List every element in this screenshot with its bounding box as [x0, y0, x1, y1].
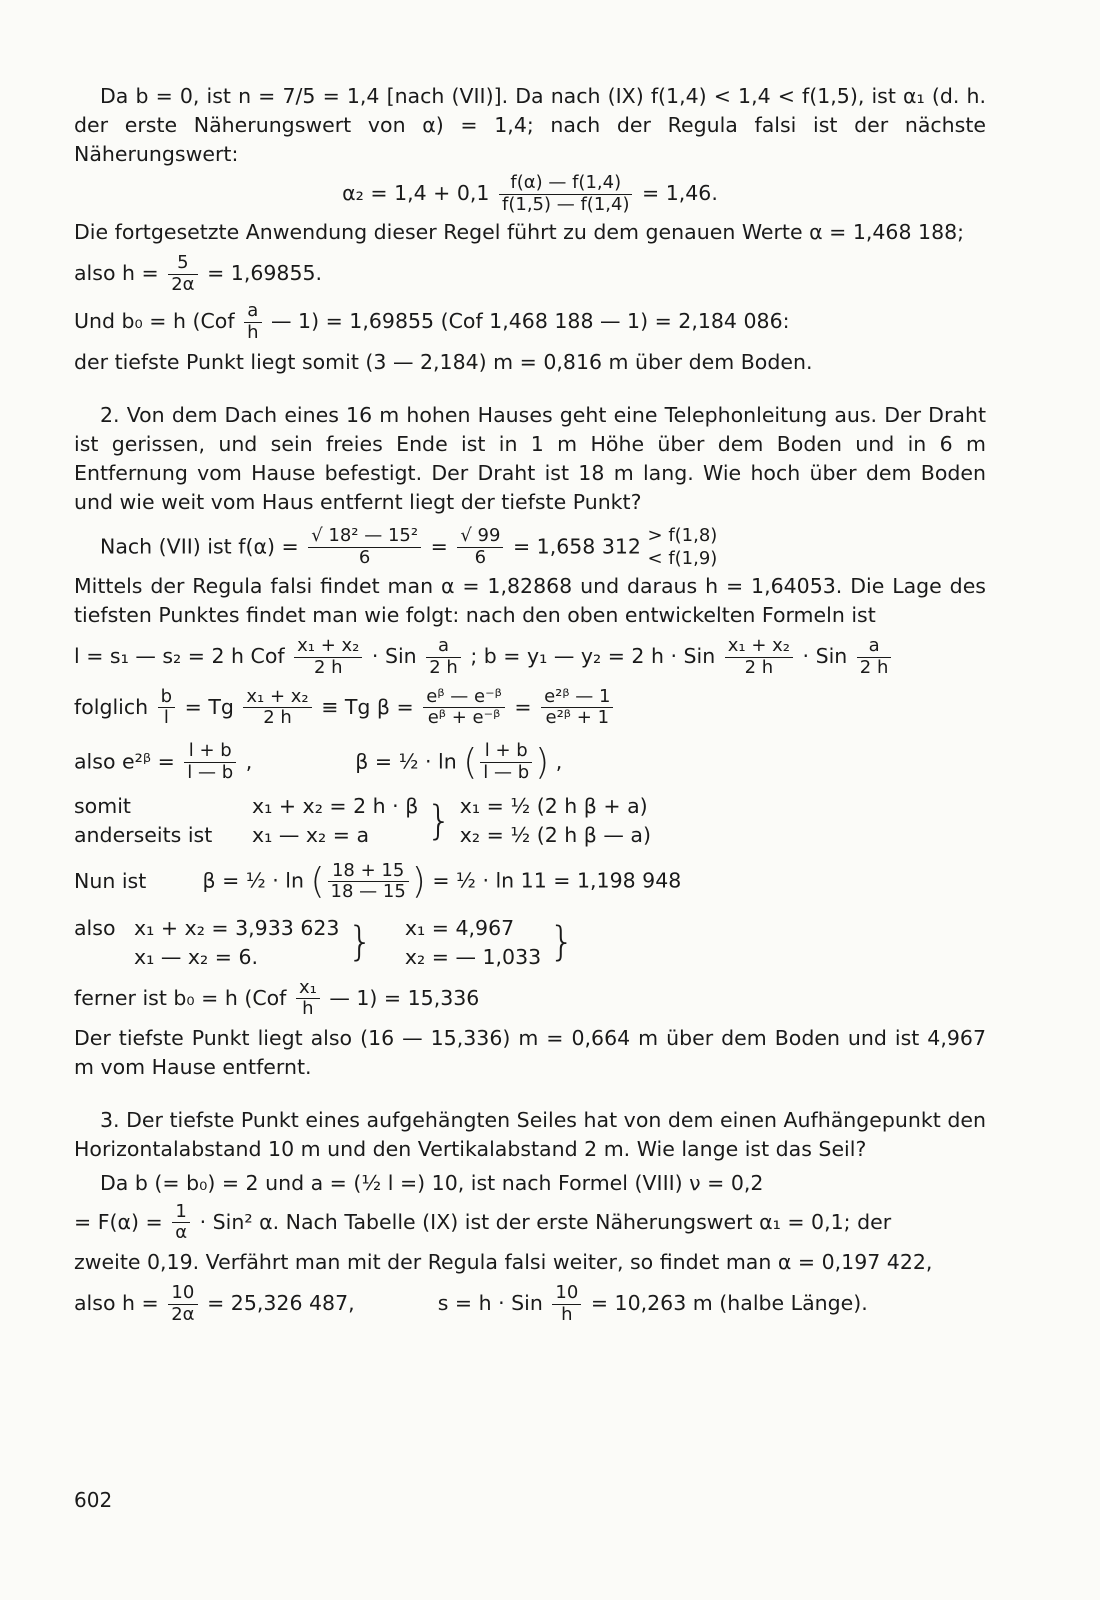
l-eq-fraction-2 [426, 636, 461, 678]
formula-also-beta: also e²ᵝ = $\frac{l + b}{l — b}$ , β = ½ · ln ( $\frac{l + b}{l — b}$ ) , [74, 740, 563, 784]
fraction-numerator: 1 [172, 1202, 190, 1224]
formula-f-left: Nach (VII) ist f(α) = [100, 534, 299, 559]
fraction-numerator: 18 + 15 [328, 861, 409, 883]
p3-h-left: also h = [74, 1291, 159, 1316]
fraction-denominator: 2 h [429, 657, 458, 679]
formula-f-bounds [648, 525, 718, 570]
somit-label: somit [74, 794, 131, 819]
fraction-numerator: √ 99 [457, 526, 503, 548]
fraction-denominator: α [175, 1222, 188, 1244]
line2-left: = F(α) = [74, 1209, 163, 1234]
formula-l-b [74, 636, 986, 678]
fraction-denominator: 2 h [263, 707, 292, 729]
bound-upper: > f(1,8) [647, 525, 718, 547]
p3-s-right: = 10,263 m (halbe Länge). [590, 1291, 868, 1316]
fraction-numerator: b [158, 687, 175, 709]
formula-h [74, 253, 986, 295]
fraction-denominator: eᵝ + e⁻ᵝ [427, 707, 501, 729]
also-label-2: also [74, 915, 116, 940]
folglich-mid-2: ≡ Tg β = [321, 694, 414, 719]
fraction-numerator: eᵝ — e⁻ᵝ [423, 687, 505, 709]
system-eq-1b: x₁ — x₂ = a [252, 823, 370, 848]
system-eq-2b: x₂ = ½ (2 h β — a) [459, 823, 651, 848]
beta-fraction [480, 741, 532, 783]
beta-left: β = ½ · ln [355, 749, 457, 774]
formula-alpha2-right: = 1,46. [642, 181, 718, 206]
fraction-denominator: 2 h [744, 657, 774, 679]
fraction-denominator: l [163, 707, 169, 729]
problem3-line2 [74, 1202, 986, 1244]
problem2-conclusion: Der tiefste Punkt liegt also (16 — 15,336) m = 0,664 m über dem Boden und ist 4,967 m vom Hause entfernt. [74, 1026, 986, 1080]
fraction-numerator: l + b [480, 741, 532, 763]
formula-folglich: folglich $\frac{b}{l}$ = Tg $\frac{\text{x₁ + x₂}}{2 h}$ ≡ Tg β = $\frac{\text{eᵝ — e⁻ᵝ}}{\text{eᵝ + e⁻ᵝ}}$ = $\frac{\text{e²ᵝ — 1}}{\text{e²ᵝ + 1}}$ [74, 687, 986, 729]
fraction-denominator: h [247, 321, 259, 343]
fraction-denominator: 2α [171, 1303, 195, 1325]
system-equations [74, 792, 659, 850]
formula-ferner [74, 978, 986, 1020]
b-eq-mid: · Sin [802, 644, 848, 669]
result-equations [74, 914, 583, 972]
result-eq-2b: x₂ = — 1,033 [404, 944, 542, 969]
p3-h-right: = 25,326 487, [207, 1291, 355, 1316]
fraction-numerator: x₁ + x₂ [243, 687, 311, 709]
fraction-numerator: e²ᵝ — 1 [541, 687, 613, 709]
formula-f-fraction-2 [457, 526, 503, 568]
formula-b0 [74, 301, 986, 343]
l-eq-mid: · Sin [371, 644, 417, 669]
fraction-denominator: l — b [483, 762, 530, 784]
ferner-right: — 1) = 15,336 [329, 985, 480, 1010]
formula-alpha2 [74, 173, 986, 215]
right-brace: } [426, 797, 452, 844]
fraction-numerator: x₁ + x₂ [725, 636, 793, 658]
nun-fraction [328, 861, 409, 903]
l-eq-left: l = s₁ — s₂ = 2 h Cof [74, 644, 285, 669]
folglich-fraction-3 [423, 687, 505, 729]
b-eq-fraction-2 [857, 636, 892, 678]
fraction-denominator: 2 h [859, 657, 889, 679]
fraction-denominator: e²ᵝ + 1 [545, 707, 610, 729]
fraction-denominator: 18 — 15 [330, 881, 406, 903]
beta-right: , [555, 749, 563, 774]
fraction-numerator: l + b [184, 741, 236, 763]
fraction-denominator: 6 [474, 547, 487, 569]
fraction-denominator: f(1,5) — f(1,4) [502, 194, 630, 216]
system-eq-1a: x₁ + x₂ = 2 h · β [252, 794, 419, 819]
formula-b0-fraction [244, 301, 261, 343]
formula-h-left: also h = [74, 261, 159, 285]
formula-f-right: = 1,658 312 [512, 534, 641, 559]
problem3-statement: 3. Der tiefste Punkt eines aufgehängten Seiles hat von dem einen Aufhängepunkt den Horizontalabstand 10 m und den Vertikalabstand 2 m. Wie lange ist das Seil? [74, 1108, 986, 1162]
fraction-numerator: √ 18² — 15² [308, 526, 421, 548]
fraction-numerator: f(α) — f(1,4) [499, 173, 632, 195]
problem3-line1: Da b (= b₀) = 2 und a = (½ l =) 10, ist nach Formel (VIII) ν = 0,2 [100, 1170, 764, 1195]
fraction-numerator: 10 [168, 1283, 197, 1305]
fraction-numerator: 5 [168, 253, 197, 275]
folglich-mid-1: = Tg [184, 694, 234, 719]
folglich-label: folglich [74, 694, 149, 719]
formula-h-right: = 1,69855. [207, 261, 323, 285]
page-number: 602 [74, 1488, 113, 1512]
right-brace: } [549, 919, 575, 966]
fraction-numerator: a [426, 636, 461, 658]
formula-alpha2-left: α₂ = 1,4 + 0,1 [342, 181, 490, 206]
result-eq-1b: x₁ — x₂ = 6. [134, 944, 259, 969]
p3-s-fraction [552, 1283, 581, 1325]
formula-alpha2-fraction [499, 173, 632, 215]
formula-f-alpha: Nach (VII) ist f(α) = $\frac{\text{√ 18² — 15²}}{6}$ = $\frac{√ 99}{6}$ = 1,658 312 > f(1,8) < f(1,9) [100, 525, 718, 569]
fraction-denominator: 2α [171, 273, 195, 295]
also-label: also e²ᵝ = [74, 749, 175, 774]
fraction-denominator: 2 h [313, 657, 343, 679]
intro-line3: der tiefste Punkt liegt somit (3 — 2,184) m = 0,816 m über dem Boden. [74, 349, 813, 374]
formula-b0-left: Und b₀ = h (Cof [74, 309, 235, 334]
b-eq-left: ; b = y₁ — y₂ = 2 h · Sin [470, 644, 716, 669]
p3-s-left: s = h · Sin [437, 1291, 543, 1316]
intro-line2: Die fortgesetzte Anwendung dieser Regel führt zu dem genauen Werte α = 1,468 188; [74, 219, 965, 244]
fraction-numerator: x₁ [296, 978, 320, 1000]
fraction-numerator: 10 [552, 1283, 581, 1305]
result-eq-1a: x₁ + x₂ = 3,933 623 [134, 915, 340, 940]
also-mid: , [245, 749, 253, 774]
system-eq-2a: x₁ = ½ (2 h β + a) [459, 794, 648, 819]
nun-label: Nun ist [74, 868, 147, 893]
fraction-denominator: 6 [358, 547, 371, 569]
folglich-fraction-4 [541, 687, 613, 729]
fraction-numerator: a [244, 301, 261, 323]
right-brace: } [347, 919, 373, 966]
line2-right: · Sin² α. Nach Tabelle (IX) ist der erste Näherungswert α₁ = 0,1; der [199, 1209, 892, 1234]
folglich-fraction-1 [158, 687, 175, 729]
formula-f-fraction-1 [308, 526, 421, 568]
ferner-fraction [296, 978, 320, 1020]
fraction-denominator: h [561, 1303, 573, 1325]
problem2-regula: Mittels der Regula falsi findet man α = 1,82868 und daraus h = 1,64053. Die Lage des tiefsten Punktes findet man wie folgt: nach den oben entwickelten Formeln ist [74, 574, 986, 628]
ferner-left: ferner ist b₀ = h (Cof [74, 985, 287, 1010]
problem2-statement: 2. Von dem Dach eines 16 m hohen Hauses geht eine Telephonleitung aus. Der Draht ist gerissen, und sein freies Ende ist in 1 m Höhe über dem Boden und in 6 m Entfernung vom Hause befestigt. Der Draht ist 18 m lang. Wie hoch über dem Boden und wie weit vom Haus entfernt liegt der tiefste Punkt? [74, 402, 986, 514]
formula-h-fraction [168, 253, 197, 295]
p3-h-fraction [168, 1283, 197, 1325]
l-eq-fraction-1 [294, 636, 362, 678]
fraction-numerator: x₁ + x₂ [294, 636, 362, 658]
formula-h-s [74, 1283, 986, 1325]
formula-b0-right: — 1) = 1,69855 (Cof 1,468 188 — 1) = 2,184 086: [271, 309, 790, 334]
bound-lower: < f(1,9) [647, 547, 718, 569]
b-eq-fraction-1 [725, 636, 793, 678]
fraction-denominator: l — b [187, 762, 234, 784]
formula-nun-ist: Nun ist β = ½ · ln ( $\frac{18 + 15}{18 — 15}$ ) = ½ · ln 11 = 1,198 948 [74, 859, 682, 903]
nun-left: β = ½ · ln [202, 868, 304, 893]
also-fraction [184, 741, 236, 783]
page-content [74, 82, 986, 1332]
result-eq-2a: x₁ = 4,967 [404, 915, 515, 940]
problem3-line3: zweite 0,19. Verfährt man mit der Regula falsi weiter, so findet man α = 0,197 422, [74, 1250, 933, 1275]
fraction-numerator: a [857, 636, 892, 658]
fraction-denominator: h [302, 998, 314, 1020]
intro-paragraph: Da b = 0, ist n = 7/5 = 1,4 [nach (VII)]. Da nach (IX) f(1,4) < 1,4 < f(1,5), ist α₁ (d. h. der erste Näherungswert von α) = 1,4; nach der Regula falsi ist der nächste Näherungswert: [74, 84, 986, 167]
folglich-fraction-2 [243, 687, 311, 729]
line2-fraction [172, 1202, 190, 1244]
nun-right: = ½ · ln 11 = 1,198 948 [432, 868, 682, 893]
anderseits-label: anderseits ist [74, 823, 213, 848]
